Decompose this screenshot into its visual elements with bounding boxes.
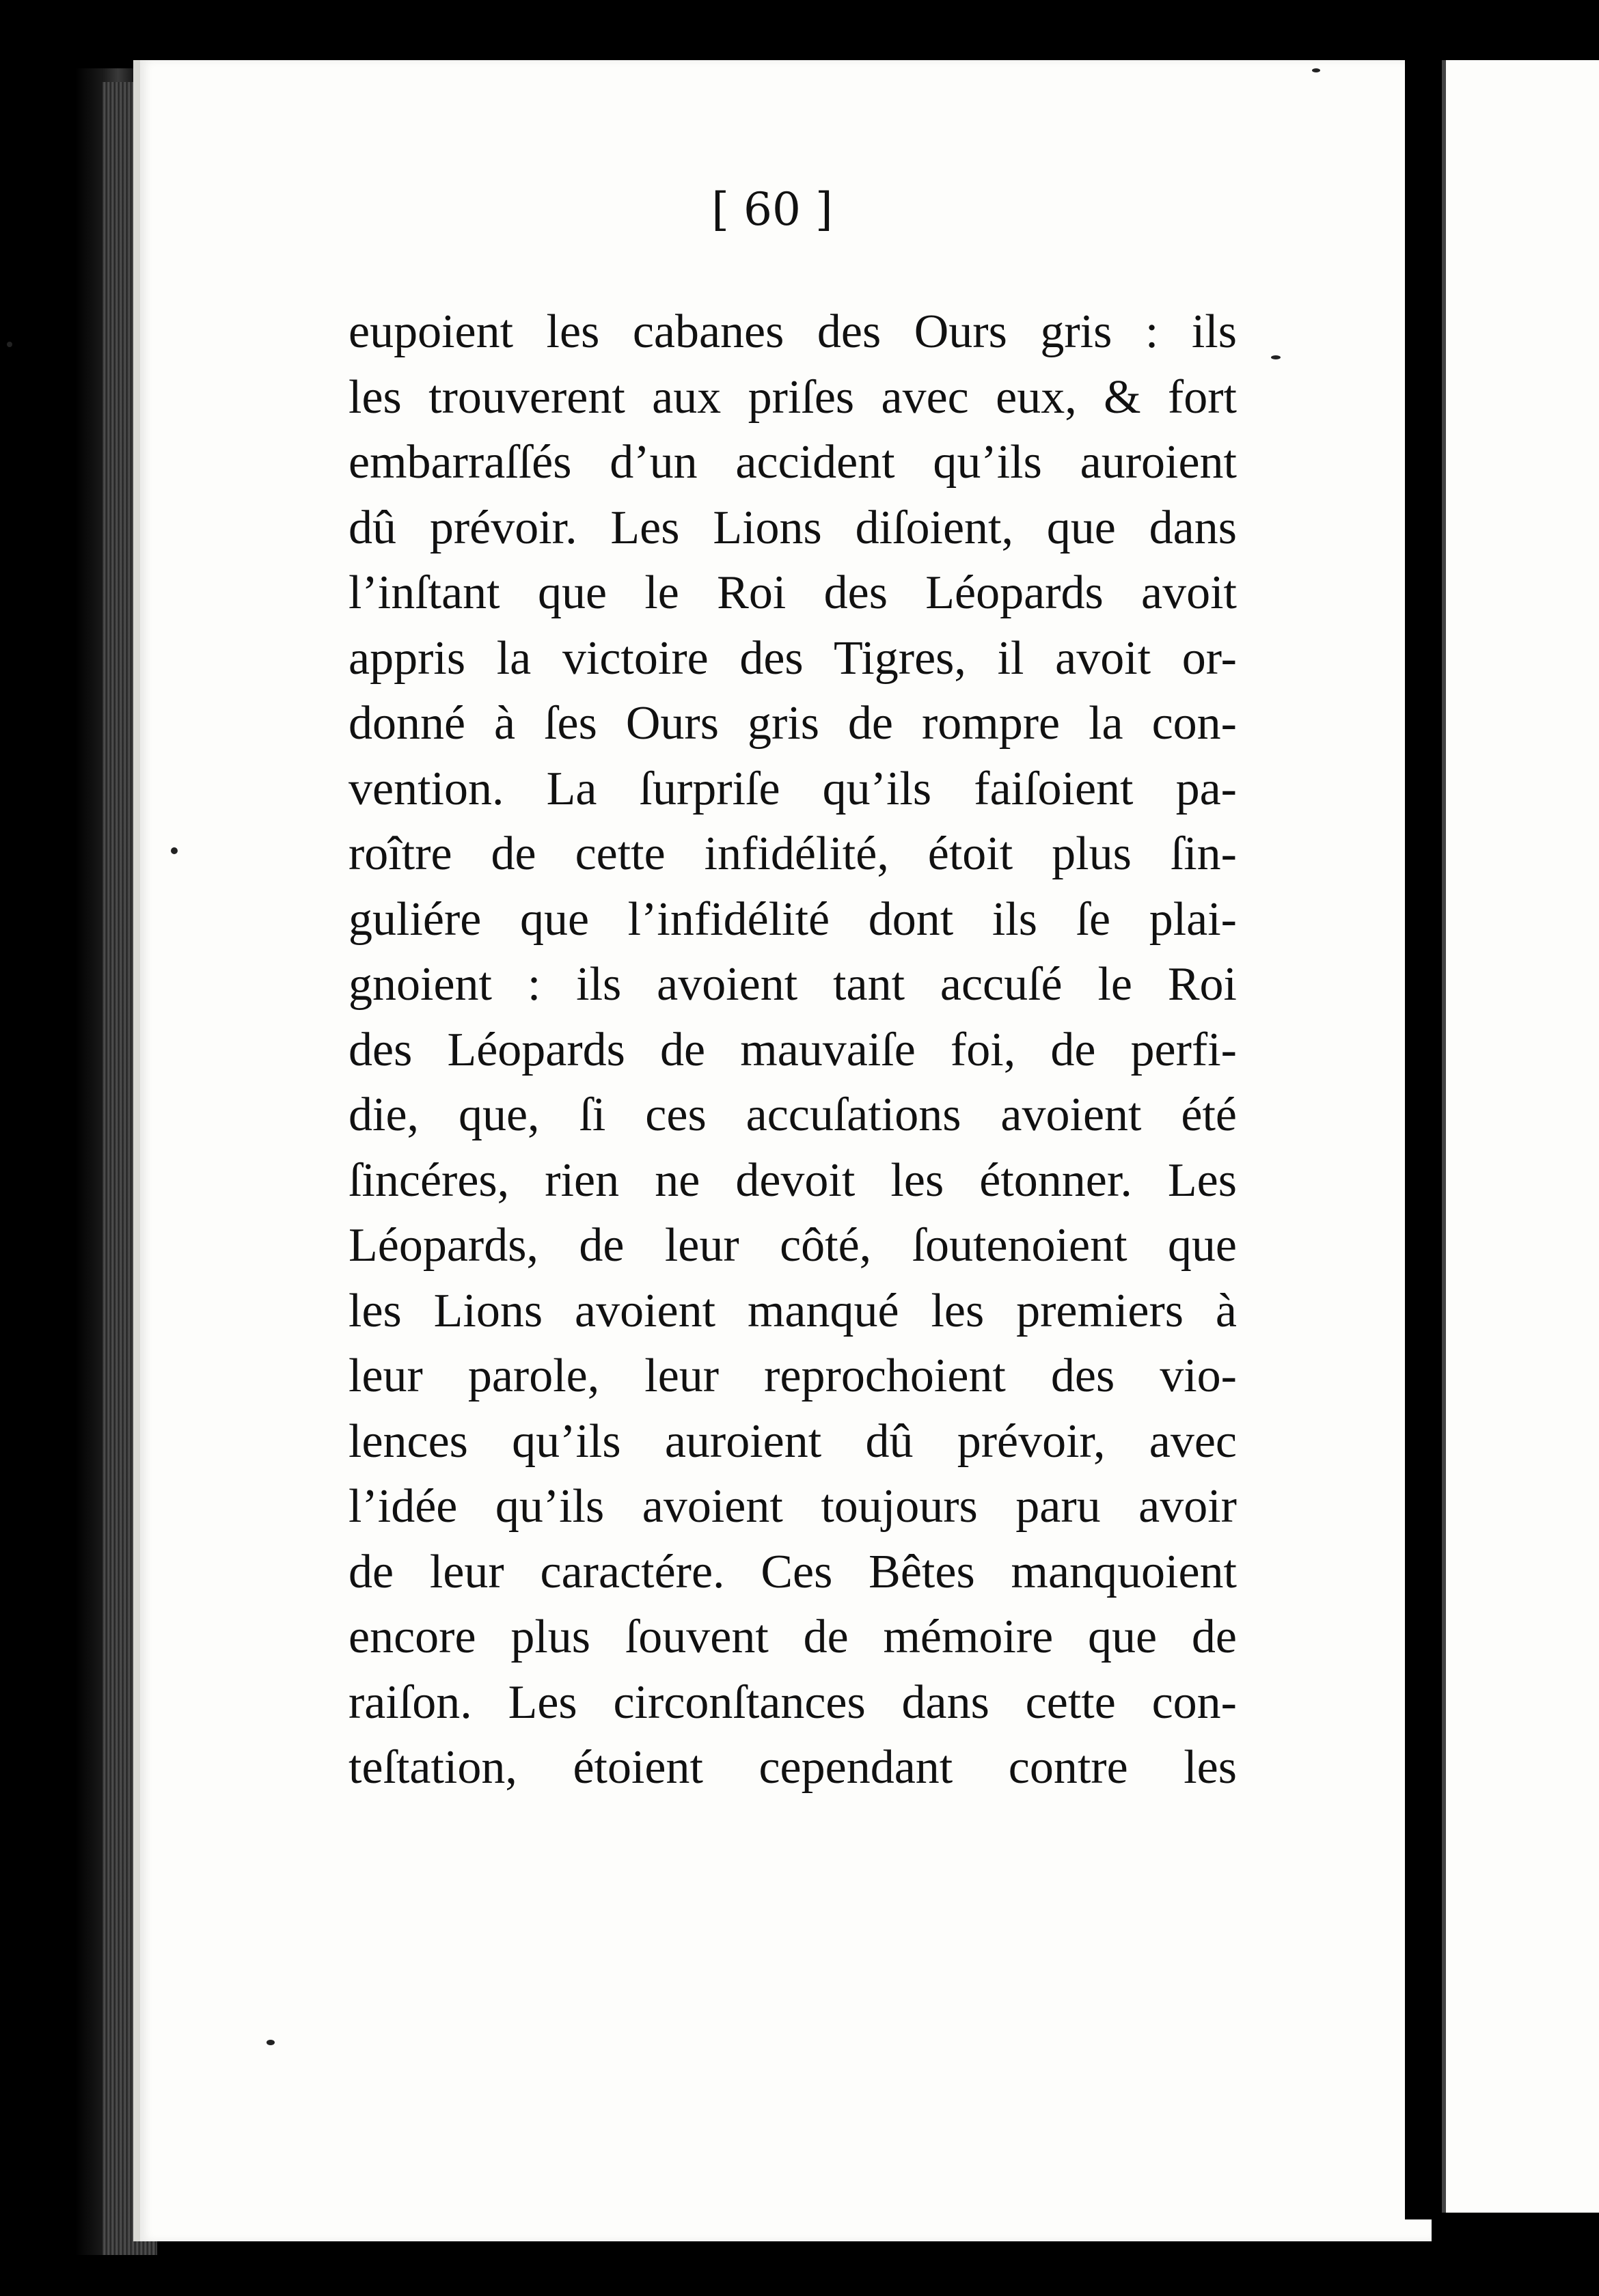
- text-line: les Lions avoient manqué les premiers à: [348, 1284, 1237, 1337]
- text-line: Léopards, de leur côté, ſoutenoient que: [348, 1219, 1237, 1272]
- text-line: embarraſſés d’un accident qu’ils auroient: [348, 436, 1237, 489]
- text-line: de leur caractére. Ces Bêtes manquoient: [348, 1545, 1237, 1598]
- text-line: l’idée qu’ils avoient toujours paru avoir: [348, 1480, 1237, 1533]
- page-number: [ 60 ]: [711, 183, 833, 236]
- gutter: [1405, 60, 1432, 2219]
- text-line: gnoient : ils avoient tant accuſé le Roi: [348, 958, 1237, 1011]
- text-line: raiſon. Les circonſtances dans cette con-: [348, 1676, 1237, 1729]
- text-line: eupoient les cabanes des Ours gris : ils: [348, 305, 1237, 358]
- text-line: encore plus ſouvent de mémoire que de: [348, 1611, 1237, 1663]
- ink-speck: [171, 847, 178, 854]
- ink-speck: [266, 2040, 275, 2045]
- text-line: ſincéres, rien ne devoit les étonner. Les: [348, 1153, 1237, 1207]
- text-line: des Léopards de mauvaiſe foi, de perfi-: [348, 1023, 1237, 1076]
- text-line: leur parole, leur reprochoient des vio-: [348, 1350, 1237, 1402]
- text-line: appris la victoire des Tigres, il avoit or-: [348, 631, 1237, 685]
- text-line: dû prévoir. Les Lions diſoient, que dans: [348, 501, 1237, 554]
- text-line: donné à ſes Ours gris de rompre la con-: [348, 697, 1237, 750]
- text-line: roître de cette infidélité, étoit plus ſin-: [348, 828, 1237, 880]
- ink-speck: [1312, 68, 1320, 72]
- text-line: les trouverent aux priſes avec eux, & fort: [348, 370, 1237, 424]
- text-line: die, que, ſi ces accuſations avoient été: [348, 1089, 1237, 1141]
- text-line: vention. La ſurpriſe qu’ils faiſoient pa-: [348, 762, 1237, 815]
- text-line: teſtation, étoient cependant contre les: [348, 1741, 1237, 1794]
- text-line: lences qu’ils auroient dû prévoir, avec: [348, 1414, 1237, 1468]
- facing-page: [1442, 60, 1599, 2213]
- text-line: guliére que l’infidélité dont ils ſe plai-: [348, 892, 1237, 946]
- ink-speck: [1271, 355, 1281, 359]
- text-line: l’inſtant que le Roi des Léopards avoit: [348, 566, 1237, 619]
- body-text: [348, 299, 1237, 1801]
- ink-speck: [7, 342, 12, 347]
